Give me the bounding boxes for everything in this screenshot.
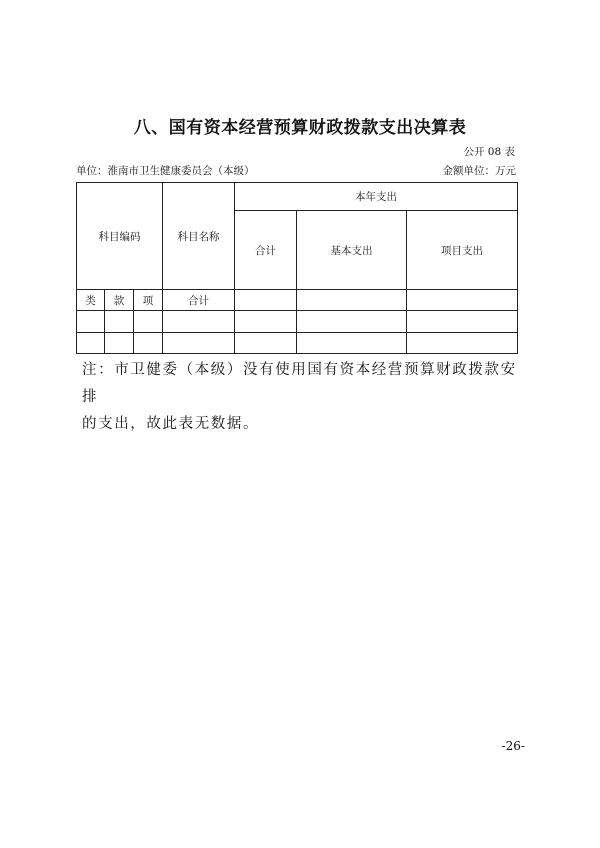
- header-total: 合计: [235, 211, 297, 290]
- table-cell: [235, 311, 297, 333]
- amount-unit: 金额单位：万元: [442, 165, 516, 177]
- table-header-row-1: [77, 183, 518, 211]
- table-cell: [407, 333, 518, 354]
- header-subject-name: 科目名称: [163, 183, 235, 290]
- form-number: 公开 08 表: [463, 146, 515, 158]
- header-lei: 类: [77, 290, 105, 311]
- table-row: [77, 311, 518, 333]
- document-title: 八、国有资本经营预算财政拨款支出决算表: [133, 118, 467, 138]
- table-cell: [407, 290, 518, 311]
- table-cell: [297, 333, 407, 354]
- page-number: -26-: [501, 739, 525, 753]
- total-row-label: 合计: [163, 290, 235, 311]
- table-cell: [105, 333, 134, 354]
- table-cell: [77, 333, 105, 354]
- table-cell: [297, 290, 407, 311]
- note-line-1: 注：市卫健委（本级）没有使用国有资本经营预算财政拨款安排: [82, 362, 517, 405]
- header-project-expense: 项目支出: [407, 211, 518, 290]
- unit-line: [76, 163, 516, 178]
- table-cell: [407, 311, 518, 333]
- header-basic-expense: 基本支出: [297, 211, 407, 290]
- table-cell: [134, 311, 163, 333]
- note-paragraph: [82, 357, 532, 438]
- reporting-unit: 单位：淮南市卫生健康委员会（本级）: [76, 165, 255, 177]
- table-cell: [77, 311, 105, 333]
- table-cell: [235, 290, 297, 311]
- table-cell: [105, 311, 134, 333]
- table-cell: [297, 311, 407, 333]
- header-subject-code: 科目编码: [77, 183, 163, 290]
- table-cell: [235, 333, 297, 354]
- table-cell: [163, 311, 235, 333]
- header-xiang: 项: [134, 290, 163, 311]
- table-cell: [134, 333, 163, 354]
- budget-table: [76, 182, 518, 354]
- table-row: [77, 333, 518, 354]
- header-kuan: 款: [105, 290, 134, 311]
- note-line-2: 的支出，故此表无数据。: [82, 416, 260, 432]
- table-header-row-3: [77, 290, 518, 311]
- table-cell: [163, 333, 235, 354]
- header-current-year-expense: 本年支出: [235, 183, 518, 211]
